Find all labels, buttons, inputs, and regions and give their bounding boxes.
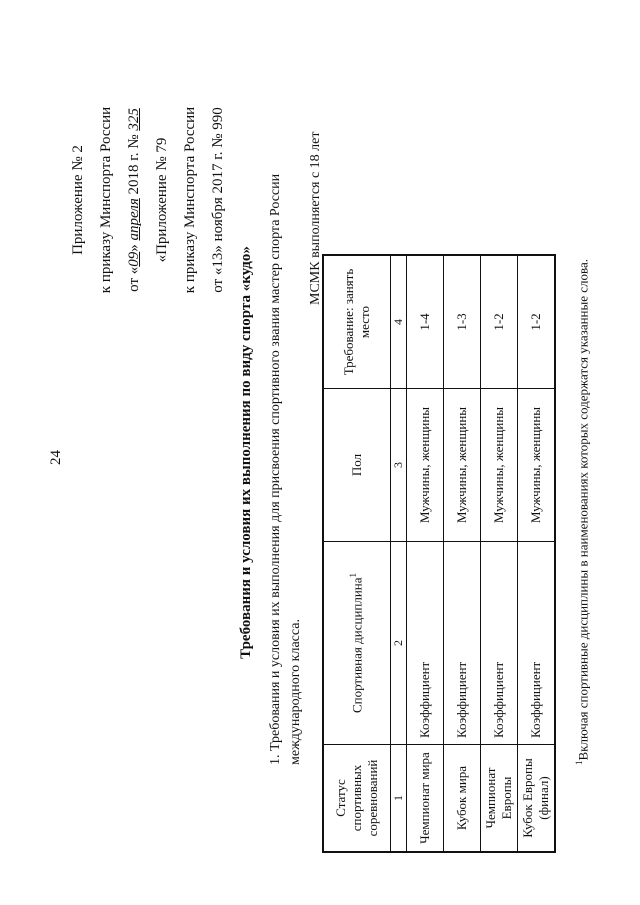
header-sex: Пол — [323, 389, 391, 542]
cell-place: 1-2 — [518, 255, 556, 389]
order-number: 325 — [126, 108, 142, 131]
cell-discipline: Коэффициент — [481, 542, 518, 745]
footnote-mark: 1 — [574, 760, 584, 765]
cell-sex: Мужчины, женщины — [407, 389, 444, 542]
cell-sex: Мужчины, женщины — [444, 389, 481, 542]
appendix-title: Приложение № 2 — [70, 145, 86, 255]
appendix-order-line: к приказу Минспорта России — [98, 106, 114, 294]
col-number: 1 — [391, 745, 407, 853]
intro-paragraph: 1. Требования и условия их выполнения для присвоения спортивного звания мастер спорта России международного класса. — [268, 173, 303, 765]
document-title: Требования и условия их выполнения по виду спорта «кудо» — [238, 246, 254, 659]
header-status: Статус спортивных соревнований — [323, 745, 391, 853]
footnote-ref: 1 — [348, 572, 359, 578]
appendix-block — [64, 85, 148, 315]
date-mid: » — [126, 244, 142, 252]
table-row — [407, 255, 444, 852]
date-month: апреля — [126, 198, 142, 241]
col-number: 4 — [391, 255, 407, 389]
date-year-num: 2018 г. № — [126, 134, 142, 195]
cell-status: Кубок Европы (финал) — [518, 745, 556, 853]
date-day: 09 — [126, 251, 142, 267]
age-note: МСМК выполняется с 18 лет — [308, 131, 323, 305]
header-discipline — [323, 542, 391, 745]
cell-status: Чемпионат мира — [407, 745, 444, 853]
prior-appendix-block — [148, 85, 232, 315]
table-row — [481, 255, 518, 852]
header-discipline-label: Спортивная дисциплина — [349, 577, 365, 714]
col-number: 2 — [391, 542, 407, 745]
cell-status: Кубок мира — [444, 745, 481, 853]
footnote — [574, 259, 591, 765]
col-number: 3 — [391, 389, 407, 542]
table-row — [518, 255, 556, 852]
appendix-date-line — [120, 85, 148, 315]
table-row — [444, 255, 481, 852]
column-number-row — [391, 255, 407, 852]
cell-discipline: Коэффициент — [444, 542, 481, 745]
page-number: 24 — [48, 450, 64, 465]
date-prefix: от « — [126, 266, 142, 292]
prior-appendix-order: к приказу Минспорта России — [182, 106, 198, 294]
prior-appendix-date: от «13» ноября 2017 г. № 990 — [210, 107, 226, 293]
footnote-text: Включая спортивные дисциплины в наименованиях которых содержатся указанные слова. — [575, 259, 591, 761]
cell-place: 1-2 — [481, 255, 518, 389]
cell-sex: Мужчины, женщины — [518, 389, 556, 542]
cell-place: 1-4 — [407, 255, 444, 389]
cell-sex: Мужчины, женщины — [481, 389, 518, 542]
prior-appendix-title: «Приложение № 79 — [154, 137, 170, 263]
cell-status: Чемпионат Европы — [481, 745, 518, 853]
cell-discipline: Коэффициент — [518, 542, 556, 745]
requirements-table — [322, 254, 556, 853]
header-place: Требование: занять место — [323, 255, 391, 389]
cell-place: 1-3 — [444, 255, 481, 389]
table-header-row — [323, 255, 391, 852]
cell-discipline: Коэффициент — [407, 542, 444, 745]
